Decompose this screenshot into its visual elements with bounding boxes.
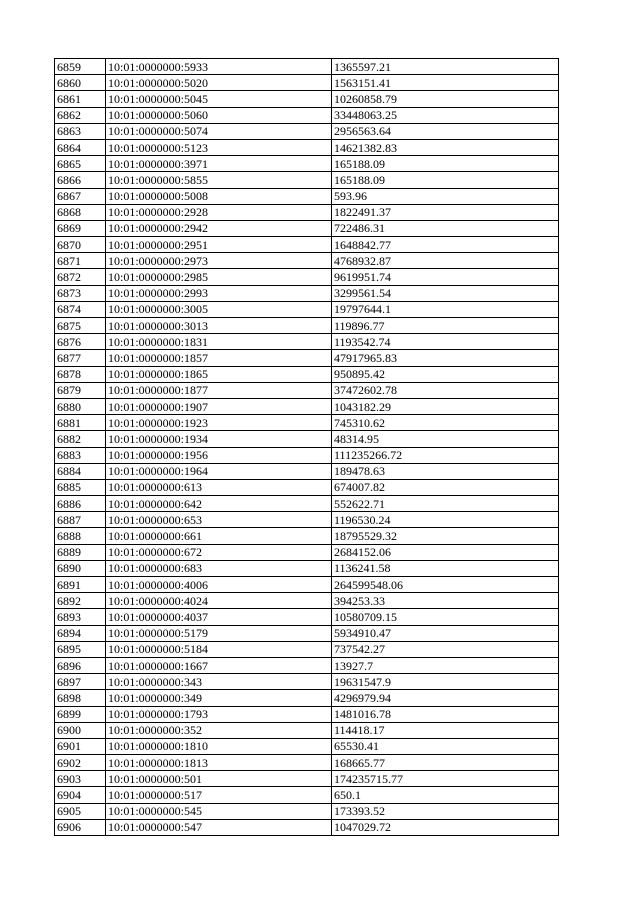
table-row xyxy=(55,156,559,172)
cadastral-number-cell: 10:01:0000000:642 xyxy=(106,496,332,512)
row-number-cell: 6861 xyxy=(55,91,106,107)
row-number-cell: 6899 xyxy=(55,706,106,722)
cadastral-number-cell: 10:01:0000000:2928 xyxy=(106,204,332,220)
table-row xyxy=(55,318,559,334)
row-number-cell: 6866 xyxy=(55,172,106,188)
table-row xyxy=(55,690,559,706)
cadastral-number-cell: 10:01:0000000:349 xyxy=(106,690,332,706)
value-cell: 10580709.15 xyxy=(332,609,559,625)
table-row xyxy=(55,220,559,236)
table-row xyxy=(55,188,559,204)
row-number-cell: 6882 xyxy=(55,431,106,447)
row-number-cell: 6893 xyxy=(55,609,106,625)
cadastral-number-cell: 10:01:0000000:3971 xyxy=(106,156,332,172)
row-number-cell: 6892 xyxy=(55,593,106,609)
value-cell: 1043182.29 xyxy=(332,398,559,414)
value-cell: 168665.77 xyxy=(332,755,559,771)
cadastral-number-cell: 10:01:0000000:4037 xyxy=(106,609,332,625)
row-number-cell: 6868 xyxy=(55,204,106,220)
cadastral-number-cell: 10:01:0000000:1956 xyxy=(106,447,332,463)
cadastral-number-cell: 10:01:0000000:672 xyxy=(106,544,332,560)
value-cell: 4768932.87 xyxy=(332,253,559,269)
row-number-cell: 6902 xyxy=(55,755,106,771)
table-row xyxy=(55,787,559,803)
cadastral-number-cell: 10:01:0000000:1793 xyxy=(106,706,332,722)
row-number-cell: 6863 xyxy=(55,123,106,139)
row-number-cell: 6877 xyxy=(55,350,106,366)
value-cell: 1563151.41 xyxy=(332,75,559,91)
row-number-cell: 6874 xyxy=(55,301,106,317)
cadastral-number-cell: 10:01:0000000:1964 xyxy=(106,463,332,479)
value-cell: 1047029.72 xyxy=(332,819,559,835)
cadastral-number-cell: 10:01:0000000:4024 xyxy=(106,593,332,609)
row-number-cell: 6886 xyxy=(55,496,106,512)
cadastral-number-cell: 10:01:0000000:545 xyxy=(106,803,332,819)
cadastral-number-cell: 10:01:0000000:1865 xyxy=(106,366,332,382)
table-row xyxy=(55,204,559,220)
table-row xyxy=(55,738,559,754)
table-row xyxy=(55,107,559,123)
row-number-cell: 6880 xyxy=(55,398,106,414)
value-cell: 33448063.25 xyxy=(332,107,559,123)
cadastral-number-cell: 10:01:0000000:352 xyxy=(106,722,332,738)
table-row xyxy=(55,560,559,576)
cadastral-number-cell: 10:01:0000000:661 xyxy=(106,528,332,544)
value-cell: 165188.09 xyxy=(332,172,559,188)
table-row xyxy=(55,366,559,382)
value-cell: 1193542.74 xyxy=(332,334,559,350)
table-row xyxy=(55,609,559,625)
value-cell: 264599548.06 xyxy=(332,577,559,593)
row-number-cell: 6878 xyxy=(55,366,106,382)
value-cell: 174235715.77 xyxy=(332,771,559,787)
row-number-cell: 6890 xyxy=(55,560,106,576)
cadastral-number-cell: 10:01:0000000:4006 xyxy=(106,577,332,593)
row-number-cell: 6900 xyxy=(55,722,106,738)
value-cell: 394253.33 xyxy=(332,593,559,609)
row-number-cell: 6869 xyxy=(55,220,106,236)
value-cell: 13927.7 xyxy=(332,657,559,673)
cadastral-number-cell: 10:01:0000000:1923 xyxy=(106,415,332,431)
table-row xyxy=(55,496,559,512)
table-row xyxy=(55,593,559,609)
table-row xyxy=(55,771,559,787)
table-row xyxy=(55,722,559,738)
table-row xyxy=(55,447,559,463)
row-number-cell: 6904 xyxy=(55,787,106,803)
cadastral-number-cell: 10:01:0000000:5074 xyxy=(106,123,332,139)
row-number-cell: 6864 xyxy=(55,139,106,155)
cadastral-number-cell: 10:01:0000000:5184 xyxy=(106,641,332,657)
value-cell: 165188.09 xyxy=(332,156,559,172)
row-number-cell: 6901 xyxy=(55,738,106,754)
row-number-cell: 6905 xyxy=(55,803,106,819)
value-cell: 37472602.78 xyxy=(332,382,559,398)
value-cell: 2956563.64 xyxy=(332,123,559,139)
value-cell: 5934910.47 xyxy=(332,625,559,641)
row-number-cell: 6896 xyxy=(55,657,106,673)
row-number-cell: 6859 xyxy=(55,59,106,75)
row-number-cell: 6903 xyxy=(55,771,106,787)
table-row xyxy=(55,479,559,495)
cadastral-number-cell: 10:01:0000000:1810 xyxy=(106,738,332,754)
row-number-cell: 6875 xyxy=(55,318,106,334)
table-row xyxy=(55,398,559,414)
table-row xyxy=(55,674,559,690)
cadastral-number-cell: 10:01:0000000:5123 xyxy=(106,139,332,155)
cadastral-number-cell: 10:01:0000000:1907 xyxy=(106,398,332,414)
row-number-cell: 6873 xyxy=(55,285,106,301)
value-cell: 14621382.83 xyxy=(332,139,559,155)
table-row xyxy=(55,755,559,771)
table-row xyxy=(55,59,559,75)
value-cell: 114418.17 xyxy=(332,722,559,738)
data-table xyxy=(54,58,559,836)
row-number-cell: 6887 xyxy=(55,512,106,528)
cadastral-number-cell: 10:01:0000000:1667 xyxy=(106,657,332,673)
table-row xyxy=(55,285,559,301)
cadastral-number-cell: 10:01:0000000:5179 xyxy=(106,625,332,641)
table-body xyxy=(55,59,559,836)
row-number-cell: 6894 xyxy=(55,625,106,641)
row-number-cell: 6867 xyxy=(55,188,106,204)
value-cell: 173393.52 xyxy=(332,803,559,819)
row-number-cell: 6865 xyxy=(55,156,106,172)
cadastral-number-cell: 10:01:0000000:2985 xyxy=(106,269,332,285)
table-row xyxy=(55,123,559,139)
value-cell: 1196530.24 xyxy=(332,512,559,528)
value-cell: 1365597.21 xyxy=(332,59,559,75)
cadastral-number-cell: 10:01:0000000:1813 xyxy=(106,755,332,771)
cadastral-number-cell: 10:01:0000000:2993 xyxy=(106,285,332,301)
row-number-cell: 6888 xyxy=(55,528,106,544)
row-number-cell: 6897 xyxy=(55,674,106,690)
value-cell: 9619951.74 xyxy=(332,269,559,285)
value-cell: 18795529.32 xyxy=(332,528,559,544)
value-cell: 10260858.79 xyxy=(332,91,559,107)
cadastral-number-cell: 10:01:0000000:5008 xyxy=(106,188,332,204)
value-cell: 552622.71 xyxy=(332,496,559,512)
row-number-cell: 6872 xyxy=(55,269,106,285)
table-row xyxy=(55,657,559,673)
table-row xyxy=(55,706,559,722)
value-cell: 1481016.78 xyxy=(332,706,559,722)
value-cell: 745310.62 xyxy=(332,415,559,431)
cadastral-number-cell: 10:01:0000000:1934 xyxy=(106,431,332,447)
row-number-cell: 6906 xyxy=(55,819,106,835)
table-row xyxy=(55,819,559,835)
table-row xyxy=(55,253,559,269)
row-number-cell: 6895 xyxy=(55,641,106,657)
table-row xyxy=(55,415,559,431)
cadastral-number-cell: 10:01:0000000:5020 xyxy=(106,75,332,91)
cadastral-number-cell: 10:01:0000000:1831 xyxy=(106,334,332,350)
cadastral-number-cell: 10:01:0000000:547 xyxy=(106,819,332,835)
value-cell: 1136241.58 xyxy=(332,560,559,576)
cadastral-number-cell: 10:01:0000000:5855 xyxy=(106,172,332,188)
table-row xyxy=(55,172,559,188)
value-cell: 1648842.77 xyxy=(332,237,559,253)
row-number-cell: 6883 xyxy=(55,447,106,463)
table-row xyxy=(55,544,559,560)
table-row xyxy=(55,139,559,155)
value-cell: 722486.31 xyxy=(332,220,559,236)
value-cell: 3299561.54 xyxy=(332,285,559,301)
cadastral-number-cell: 10:01:0000000:1877 xyxy=(106,382,332,398)
value-cell: 48314.95 xyxy=(332,431,559,447)
table-row xyxy=(55,463,559,479)
cadastral-number-cell: 10:01:0000000:613 xyxy=(106,479,332,495)
table-row xyxy=(55,269,559,285)
value-cell: 4296979.94 xyxy=(332,690,559,706)
row-number-cell: 6862 xyxy=(55,107,106,123)
value-cell: 47917965.83 xyxy=(332,350,559,366)
row-number-cell: 6881 xyxy=(55,415,106,431)
cadastral-number-cell: 10:01:0000000:517 xyxy=(106,787,332,803)
row-number-cell: 6879 xyxy=(55,382,106,398)
cadastral-number-cell: 10:01:0000000:2973 xyxy=(106,253,332,269)
value-cell: 111235266.72 xyxy=(332,447,559,463)
table-row xyxy=(55,382,559,398)
row-number-cell: 6870 xyxy=(55,237,106,253)
table-row xyxy=(55,577,559,593)
cadastral-number-cell: 10:01:0000000:5060 xyxy=(106,107,332,123)
value-cell: 674007.82 xyxy=(332,479,559,495)
cadastral-number-cell: 10:01:0000000:2942 xyxy=(106,220,332,236)
table-row xyxy=(55,431,559,447)
value-cell: 65530.41 xyxy=(332,738,559,754)
row-number-cell: 6860 xyxy=(55,75,106,91)
cadastral-number-cell: 10:01:0000000:683 xyxy=(106,560,332,576)
value-cell: 19631547.9 xyxy=(332,674,559,690)
row-number-cell: 6889 xyxy=(55,544,106,560)
value-cell: 119896.77 xyxy=(332,318,559,334)
row-number-cell: 6871 xyxy=(55,253,106,269)
table-row xyxy=(55,803,559,819)
cadastral-number-cell: 10:01:0000000:1857 xyxy=(106,350,332,366)
table-row xyxy=(55,512,559,528)
table-row xyxy=(55,528,559,544)
row-number-cell: 6885 xyxy=(55,479,106,495)
cadastral-number-cell: 10:01:0000000:3005 xyxy=(106,301,332,317)
cadastral-number-cell: 10:01:0000000:343 xyxy=(106,674,332,690)
table-row xyxy=(55,301,559,317)
value-cell: 2684152.06 xyxy=(332,544,559,560)
row-number-cell: 6891 xyxy=(55,577,106,593)
cadastral-number-cell: 10:01:0000000:5933 xyxy=(106,59,332,75)
row-number-cell: 6884 xyxy=(55,463,106,479)
table-row xyxy=(55,641,559,657)
cadastral-number-cell: 10:01:0000000:653 xyxy=(106,512,332,528)
value-cell: 950895.42 xyxy=(332,366,559,382)
table-row xyxy=(55,237,559,253)
table-row xyxy=(55,91,559,107)
value-cell: 593.96 xyxy=(332,188,559,204)
row-number-cell: 6876 xyxy=(55,334,106,350)
cadastral-number-cell: 10:01:0000000:501 xyxy=(106,771,332,787)
table-row xyxy=(55,350,559,366)
table-row xyxy=(55,625,559,641)
cadastral-number-cell: 10:01:0000000:5045 xyxy=(106,91,332,107)
table-row xyxy=(55,334,559,350)
cadastral-number-cell: 10:01:0000000:3013 xyxy=(106,318,332,334)
value-cell: 189478.63 xyxy=(332,463,559,479)
table-row xyxy=(55,75,559,91)
cadastral-number-cell: 10:01:0000000:2951 xyxy=(106,237,332,253)
value-cell: 737542.27 xyxy=(332,641,559,657)
value-cell: 1822491.37 xyxy=(332,204,559,220)
row-number-cell: 6898 xyxy=(55,690,106,706)
value-cell: 650.1 xyxy=(332,787,559,803)
value-cell: 19797644.1 xyxy=(332,301,559,317)
